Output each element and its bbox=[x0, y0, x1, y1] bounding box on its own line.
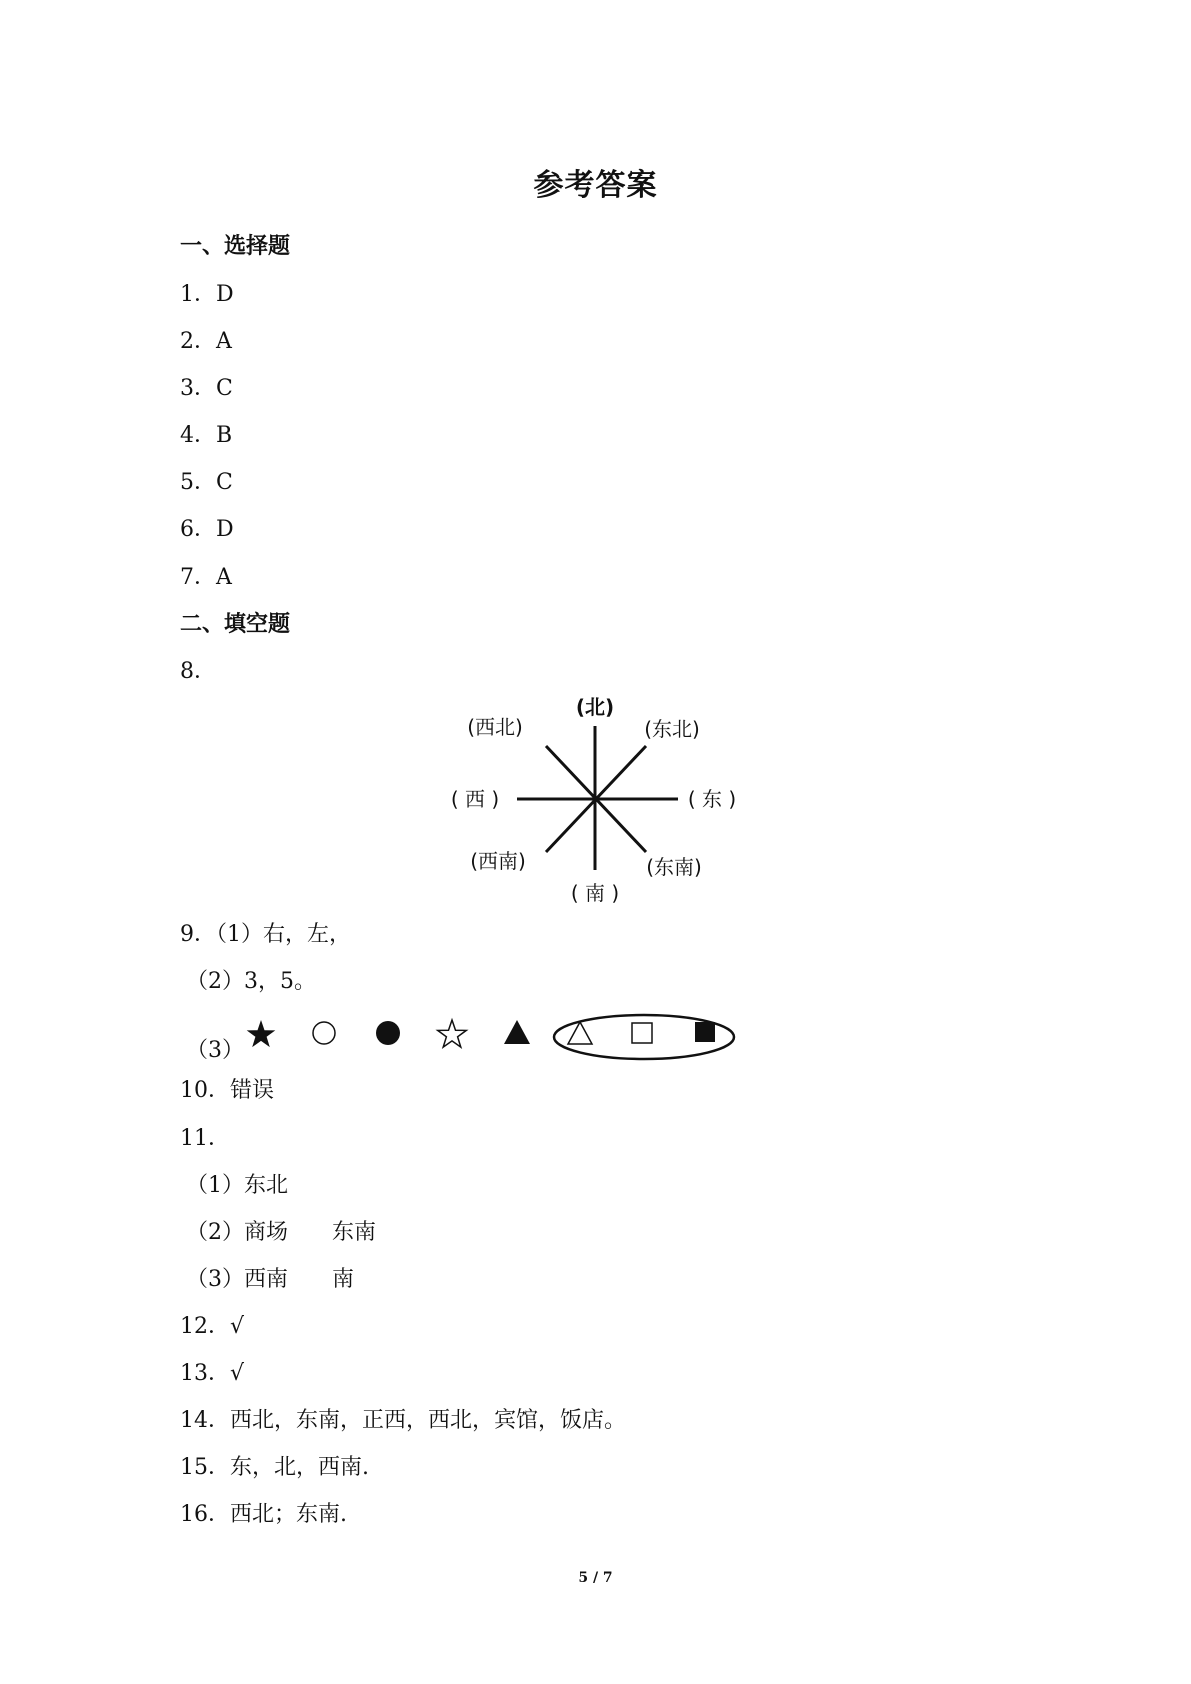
answer-2: 2．A bbox=[180, 329, 232, 354]
answer-11-part-1: （1）东北 bbox=[186, 1173, 288, 1198]
answer-16: 16．西北；东南. bbox=[180, 1502, 347, 1527]
answer-10: 10．错误 bbox=[180, 1078, 274, 1103]
hollow-triangle-icon bbox=[568, 1022, 592, 1044]
section-heading-choice: 一、选择题 bbox=[180, 234, 291, 259]
filled-triangle-icon bbox=[504, 1020, 530, 1044]
answer-9-part-2: （2）3，5。 bbox=[186, 969, 316, 994]
section-heading-fill: 二、填空题 bbox=[180, 612, 291, 637]
compass-diagram bbox=[450, 688, 750, 910]
answer-6: 6．D bbox=[180, 517, 234, 542]
page-title: 参考答案 bbox=[533, 168, 658, 203]
compass-label-north: (北) bbox=[575, 695, 615, 719]
compass-label-northwest: (西北) bbox=[467, 715, 523, 739]
answer-12: 12．√ bbox=[180, 1314, 245, 1339]
compass-label-northeast: (东北) bbox=[644, 717, 700, 741]
shape-sequence bbox=[236, 1005, 756, 1065]
answer-11-part-2: （2）商场 东南 bbox=[186, 1220, 376, 1245]
answer-3: 3．C bbox=[180, 376, 233, 401]
answer-14: 14．西北，东南，正西，西北，宾馆，饭店。 bbox=[180, 1408, 626, 1433]
answer-4: 4．B bbox=[180, 423, 233, 448]
filled-circle-icon bbox=[376, 1021, 400, 1045]
answer-15: 15．东，北，西南. bbox=[180, 1455, 369, 1480]
answer-9-part-1: 9．（1）右，左， bbox=[180, 922, 351, 947]
filled-square-icon bbox=[695, 1022, 715, 1042]
compass-label-southwest: (西南) bbox=[470, 849, 526, 873]
answer-1: 1．D bbox=[180, 282, 234, 307]
compass-label-south: ( 南 ) bbox=[570, 881, 620, 905]
hollow-star-icon bbox=[438, 1020, 467, 1047]
answer-13: 13．√ bbox=[180, 1361, 245, 1386]
compass-label-southeast: (东南) bbox=[646, 855, 702, 879]
answer-7: 7．A bbox=[180, 565, 232, 590]
answer-5: 5．C bbox=[180, 470, 233, 495]
compass-label-east: ( 东 ) bbox=[687, 787, 737, 811]
page-number: 5 / 7 bbox=[578, 1570, 613, 1586]
hollow-circle-icon bbox=[313, 1022, 335, 1044]
answer-11-part-3: （3）西南 南 bbox=[186, 1267, 354, 1292]
compass-label-west: ( 西 ) bbox=[450, 787, 500, 811]
answer-9-part-3-label: （3） bbox=[186, 1038, 244, 1063]
answer-11-number: 11． bbox=[180, 1126, 230, 1151]
answer-8-number: 8． bbox=[180, 659, 216, 684]
hollow-square-icon bbox=[632, 1023, 652, 1043]
filled-star-icon bbox=[247, 1020, 276, 1047]
